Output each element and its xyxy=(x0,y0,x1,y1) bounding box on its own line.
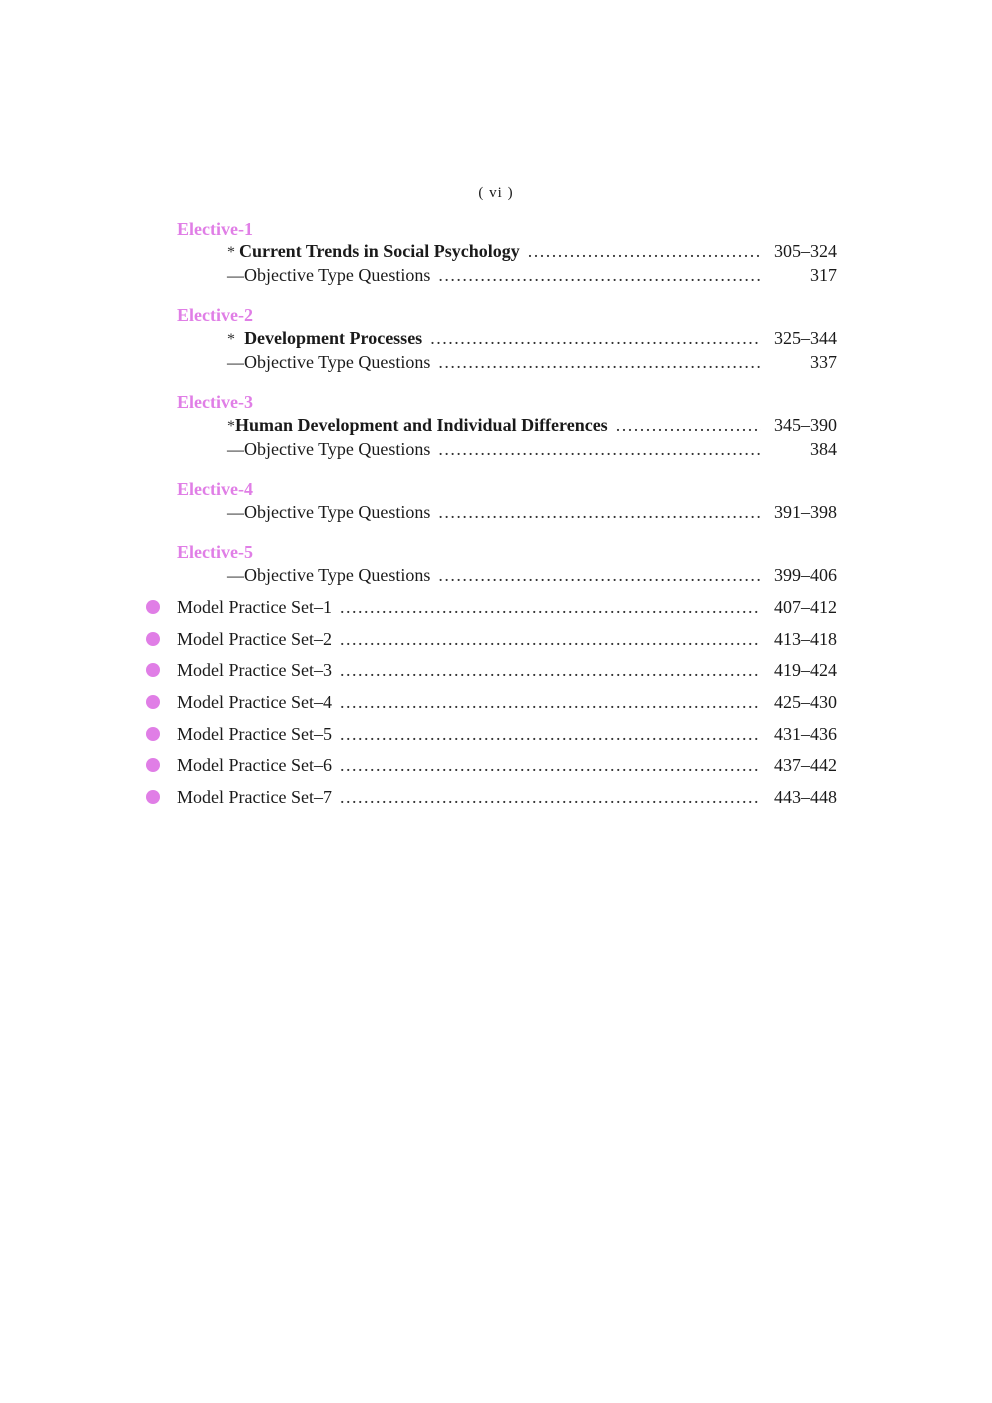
entry-title: Model Practice Set–2 xyxy=(177,629,332,649)
entry-title: Human Development and Individual Differences xyxy=(235,415,608,435)
dot-leader xyxy=(616,414,761,436)
dot-leader xyxy=(438,501,761,523)
page-number: ( vi ) xyxy=(478,185,514,201)
bullet-icon xyxy=(146,695,160,709)
dot-leader xyxy=(340,691,761,713)
section-heading-elective-5: Elective-5 xyxy=(177,542,253,562)
toc-entry[interactable] xyxy=(177,438,837,460)
entry-title: Objective Type Questions xyxy=(244,265,431,285)
entry-pages: 431–436 xyxy=(774,724,837,744)
entry-title: Model Practice Set–1 xyxy=(177,597,332,617)
entry-pages: 407–412 xyxy=(774,597,837,617)
entry-pages: 325–344 xyxy=(774,328,837,348)
dot-leader xyxy=(528,240,761,262)
entry-pages: 345–390 xyxy=(774,415,837,435)
bullet-icon xyxy=(146,758,160,772)
dot-leader xyxy=(438,351,761,373)
toc-entry[interactable] xyxy=(177,240,837,262)
entry-pages: 419–424 xyxy=(774,660,837,680)
section-heading-elective-2: Elective-2 xyxy=(177,305,253,325)
entry-marker: — xyxy=(227,440,244,459)
practice-set-entry[interactable] xyxy=(146,659,837,681)
bullet-icon xyxy=(146,663,160,677)
bullet-icon xyxy=(146,600,160,614)
entry-marker: — xyxy=(227,266,244,285)
entry-pages: 399–406 xyxy=(774,565,837,585)
entry-title: Current Trends in Social Psychology xyxy=(239,241,520,261)
entry-pages: 337 xyxy=(810,352,837,372)
practice-set-entry[interactable] xyxy=(146,754,837,776)
dot-leader xyxy=(340,754,761,776)
section-heading-elective-1: Elective-1 xyxy=(177,219,253,239)
practice-set-entry[interactable] xyxy=(146,691,837,713)
entry-marker: * xyxy=(227,418,235,435)
entry-pages: 413–418 xyxy=(774,629,837,649)
entry-marker: — xyxy=(227,566,244,585)
entry-pages: 384 xyxy=(810,439,837,459)
toc-entry[interactable] xyxy=(177,564,837,586)
entry-pages: 443–448 xyxy=(774,787,837,807)
section-heading-elective-3: Elective-3 xyxy=(177,392,253,412)
dot-leader xyxy=(438,564,761,586)
entry-title: Objective Type Questions xyxy=(244,439,431,459)
entry-pages: 317 xyxy=(810,265,837,285)
entry-title: Model Practice Set–6 xyxy=(177,755,332,775)
practice-set-entry[interactable] xyxy=(146,596,837,618)
dot-leader xyxy=(438,264,761,286)
entry-title: Objective Type Questions xyxy=(244,565,431,585)
toc-entry[interactable] xyxy=(177,327,837,349)
practice-set-entry[interactable] xyxy=(146,628,837,650)
toc-entry[interactable] xyxy=(177,414,837,436)
entry-marker: — xyxy=(227,353,244,372)
dot-leader xyxy=(340,628,761,650)
entry-marker: * xyxy=(227,331,235,348)
entry-marker: * xyxy=(227,244,235,261)
practice-set-entry[interactable] xyxy=(146,786,837,808)
entry-marker: — xyxy=(227,503,244,522)
entry-title: Model Practice Set–3 xyxy=(177,660,332,680)
entry-pages: 437–442 xyxy=(774,755,837,775)
bullet-icon xyxy=(146,632,160,646)
dot-leader xyxy=(430,327,761,349)
dot-leader xyxy=(340,659,761,681)
entry-title: Objective Type Questions xyxy=(244,502,431,522)
entry-pages: 425–430 xyxy=(774,692,837,712)
toc-entry[interactable] xyxy=(177,351,837,373)
section-heading-elective-4: Elective-4 xyxy=(177,479,253,499)
dot-leader xyxy=(340,723,761,745)
toc-entry[interactable] xyxy=(177,264,837,286)
dot-leader xyxy=(438,438,761,460)
toc-entry[interactable] xyxy=(177,501,837,523)
entry-title: Model Practice Set–5 xyxy=(177,724,332,744)
bullet-icon xyxy=(146,790,160,804)
practice-set-entry[interactable] xyxy=(146,723,837,745)
entry-pages: 391–398 xyxy=(774,502,837,522)
entry-title: Development Processes xyxy=(244,328,423,348)
dot-leader xyxy=(340,786,761,808)
dot-leader xyxy=(340,596,761,618)
bullet-icon xyxy=(146,727,160,741)
entry-title: Objective Type Questions xyxy=(244,352,431,372)
entry-title: Model Practice Set–4 xyxy=(177,692,332,712)
entry-pages: 305–324 xyxy=(774,241,837,261)
entry-title: Model Practice Set–7 xyxy=(177,787,332,807)
